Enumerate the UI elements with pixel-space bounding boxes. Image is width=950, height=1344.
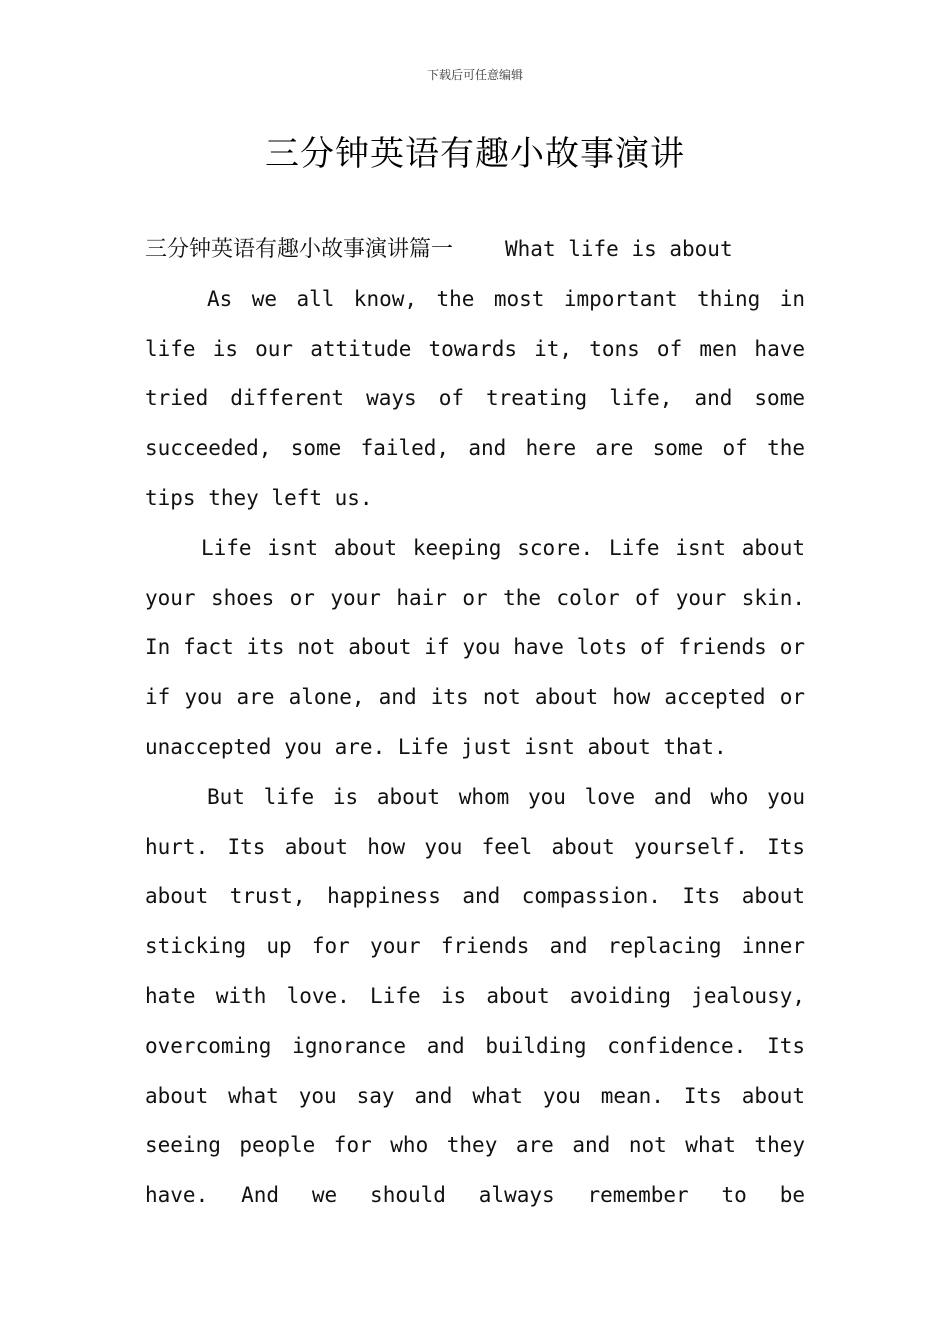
section-heading	[145, 225, 805, 275]
header-note: 下载后可任意编辑	[426, 68, 523, 82]
page-title: 三分钟英语有趣小故事演讲	[265, 134, 685, 174]
section-heading-english: What life is about	[505, 237, 733, 261]
document-body	[145, 225, 805, 1221]
paragraph-1: As we all know, the most important thing in life is our attitude towards it, tons of men have tried different ways of treating life, and some succeeded, some failed, and here are some of the tips they left us.	[145, 286, 805, 510]
section-heading-chinese: 三分钟英语有趣小故事演讲篇一	[145, 237, 454, 262]
paragraph-3: But life is about whom you love and who you hurt. Its about how you feel about yourself. Its about trust, happiness and compassion. Its about sticking up for your friends and replacing inner hate with love. Life is about avoiding jealousy, overcoming ignorance and building confidence. Its about what you say and what you mean. Its about seeing people for who they are and not what they have. And we should always remember to be	[145, 784, 805, 1208]
paragraph-2: Life isnt about keeping score. Life isnt about your shoes or your hair or the color of your skin. In fact its not about if you have lots of friends or if you are alone, and its not about how accepted or unaccepted you are. Life just isnt about that.	[145, 535, 805, 759]
